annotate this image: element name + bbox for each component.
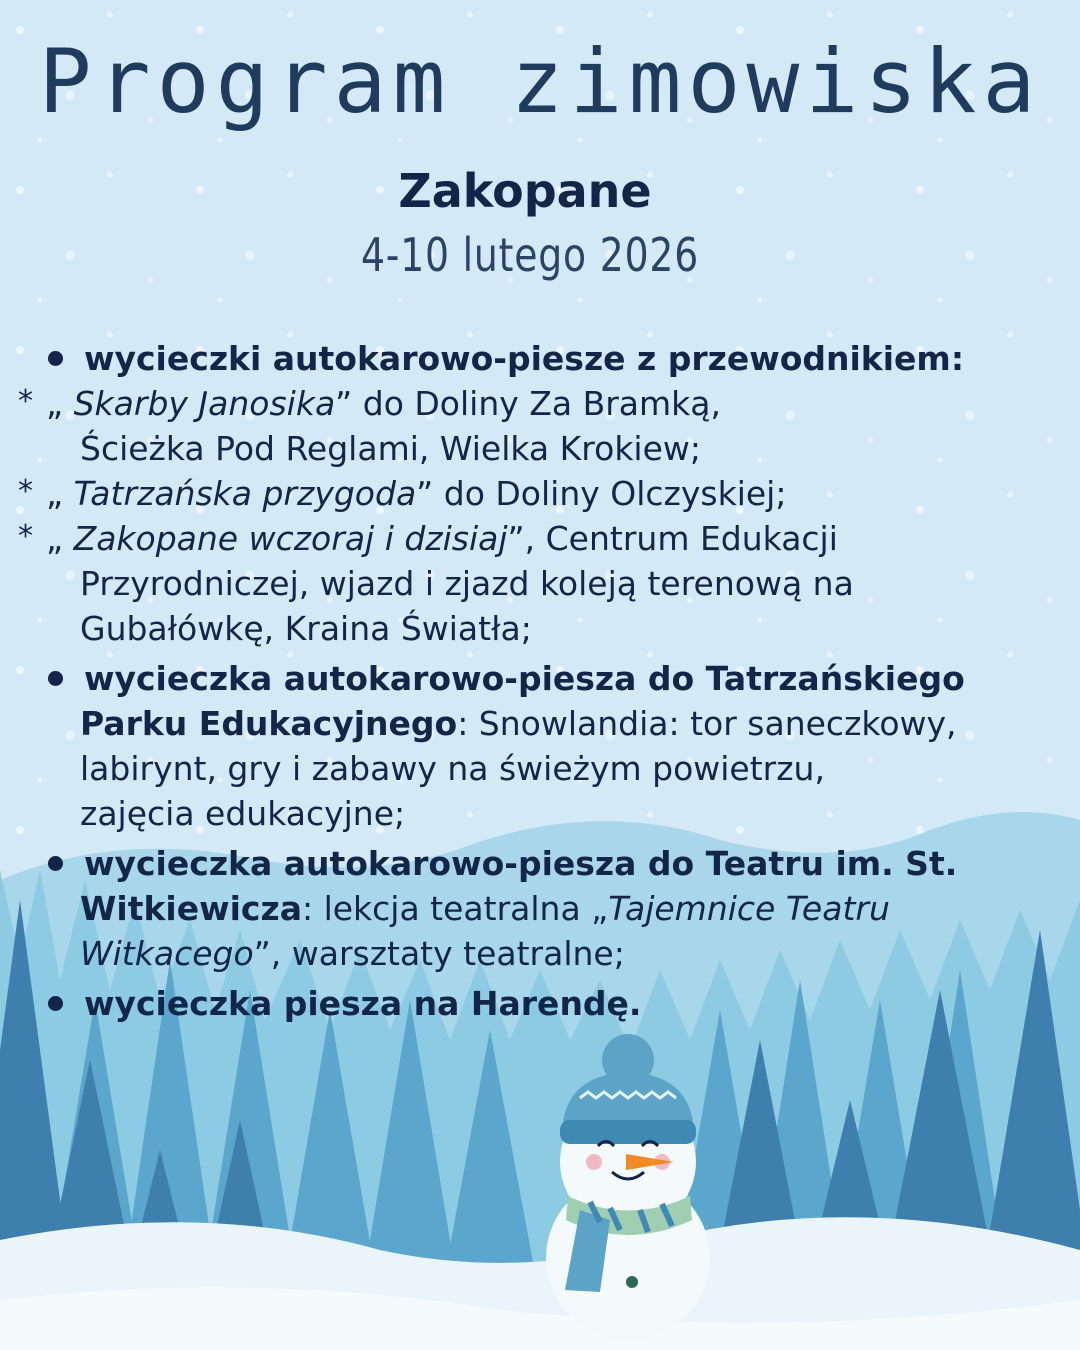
list-item-heading: wycieczka autokarowo-piesza do Tatrzańskiego [84,659,965,698]
quote-close: ” [416,474,444,513]
bullet-icon [48,856,63,871]
quote-close: ” [507,519,525,558]
quote-close: ” [335,384,363,423]
quote-open: „ [46,474,74,513]
trip-destination: , Centrum Edukacji [524,519,838,558]
list-subitem-continuation: Przyrodniczej, wjazd i zjazd koleją terenową na [80,564,854,603]
list-subitem [46,516,838,561]
list-item-text [80,931,625,976]
list-item-detail: : lekcja teatralna „ [301,889,609,928]
page-title: Program zimowiska [38,30,1042,133]
lesson-name: Tajemnice Teatru [608,889,890,928]
event-dates: 4-10 lutego 2026 [360,228,700,282]
location-subtitle: Zakopane [398,164,652,218]
list-item-heading-cont: Witkiewicza [80,889,302,928]
lesson-name-cont: Witkacego [80,934,254,973]
list-item-continuation: labirynt, gry i zabawy na świeżym powietrzu, [80,749,825,788]
list-subitem-continuation: Gubałówkę, Kraina Światła; [80,609,532,648]
list-item-heading: wycieczki autokarowo-piesze z przewodnikiem: [84,339,965,378]
bullet-icon [48,671,63,686]
list-item-heading: wycieczka piesza na Harendę. [84,984,642,1023]
asterisk-icon: * [18,474,33,509]
quote-open: „ [46,384,74,423]
asterisk-icon: * [18,384,33,419]
list-item-detail: : Snowlandia: tor saneczkowy, [457,704,957,743]
list-item-detail: ”, warsztaty teatralne; [253,934,625,973]
list-item-heading: wycieczka autokarowo-piesza do Teatru im. St. [84,844,958,883]
list-item-text [80,701,957,746]
bullet-icon [48,996,63,1011]
list-item-text [80,886,890,931]
trip-destination: do Doliny Za Bramką, [362,384,721,423]
list-item-heading-cont: Parku Edukacyjnego [80,704,458,743]
asterisk-icon: * [18,519,33,554]
trip-name: Zakopane wczoraj i dzisiaj [73,519,508,558]
list-subitem-continuation: Ścieżka Pod Reglami, Wielka Krokiew; [80,429,702,468]
list-item-continuation: zajęcia edukacyjne; [80,794,406,833]
quote-open: „ [46,519,74,558]
trip-name: Skarby Janosika [73,384,336,423]
bullet-icon [48,351,63,366]
list-subitem [46,471,786,516]
trip-destination: do Doliny Olczyskiej; [443,474,787,513]
list-subitem [46,381,721,426]
trip-name: Tatrzańska przygoda [73,474,417,513]
